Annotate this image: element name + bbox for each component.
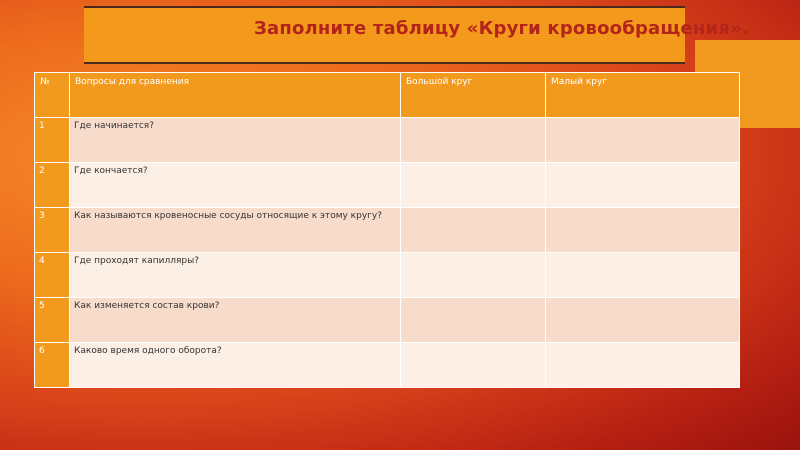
comparison-table: [34, 72, 740, 388]
table-header-row: [35, 73, 740, 118]
row-small-circle-cell[interactable]: [546, 118, 740, 163]
row-number: 4: [35, 253, 70, 298]
table-row: [35, 343, 740, 388]
row-small-circle-cell[interactable]: [546, 298, 740, 343]
row-number: 2: [35, 163, 70, 208]
row-big-circle-cell[interactable]: [401, 208, 546, 253]
header-number: №: [35, 73, 70, 118]
row-question: Где кончается?: [70, 163, 401, 208]
row-big-circle-cell[interactable]: [401, 343, 546, 388]
row-question: Как называются кровеносные сосуды относящие к этому кругу?: [70, 208, 401, 253]
header-question: Вопросы для сравнения: [70, 73, 401, 118]
row-number: 6: [35, 343, 70, 388]
row-small-circle-cell[interactable]: [546, 253, 740, 298]
row-small-circle-cell[interactable]: [546, 208, 740, 253]
table-row: [35, 298, 740, 343]
table-row: [35, 208, 740, 253]
row-question: Как изменяется состав крови?: [70, 298, 401, 343]
row-big-circle-cell[interactable]: [401, 163, 546, 208]
table-row: [35, 163, 740, 208]
header-big-circle: Большой круг: [401, 73, 546, 118]
table-row: [35, 118, 740, 163]
table-row: [35, 253, 740, 298]
row-question: Где начинается?: [70, 118, 401, 163]
row-small-circle-cell[interactable]: [546, 343, 740, 388]
row-number: 3: [35, 208, 70, 253]
page-title: Заполните таблицу «Круги кровообращения».: [254, 18, 749, 39]
row-question: Где проходят капилляры?: [70, 253, 401, 298]
row-number: 5: [35, 298, 70, 343]
row-small-circle-cell[interactable]: [546, 163, 740, 208]
title-banner: [84, 6, 749, 64]
row-big-circle-cell[interactable]: [401, 118, 546, 163]
row-question: Каково время одного оборота?: [70, 343, 401, 388]
header-small-circle: Малый круг: [546, 73, 740, 118]
row-big-circle-cell[interactable]: [401, 253, 546, 298]
row-number: 1: [35, 118, 70, 163]
comparison-table-container: [34, 72, 739, 388]
row-big-circle-cell[interactable]: [401, 298, 546, 343]
